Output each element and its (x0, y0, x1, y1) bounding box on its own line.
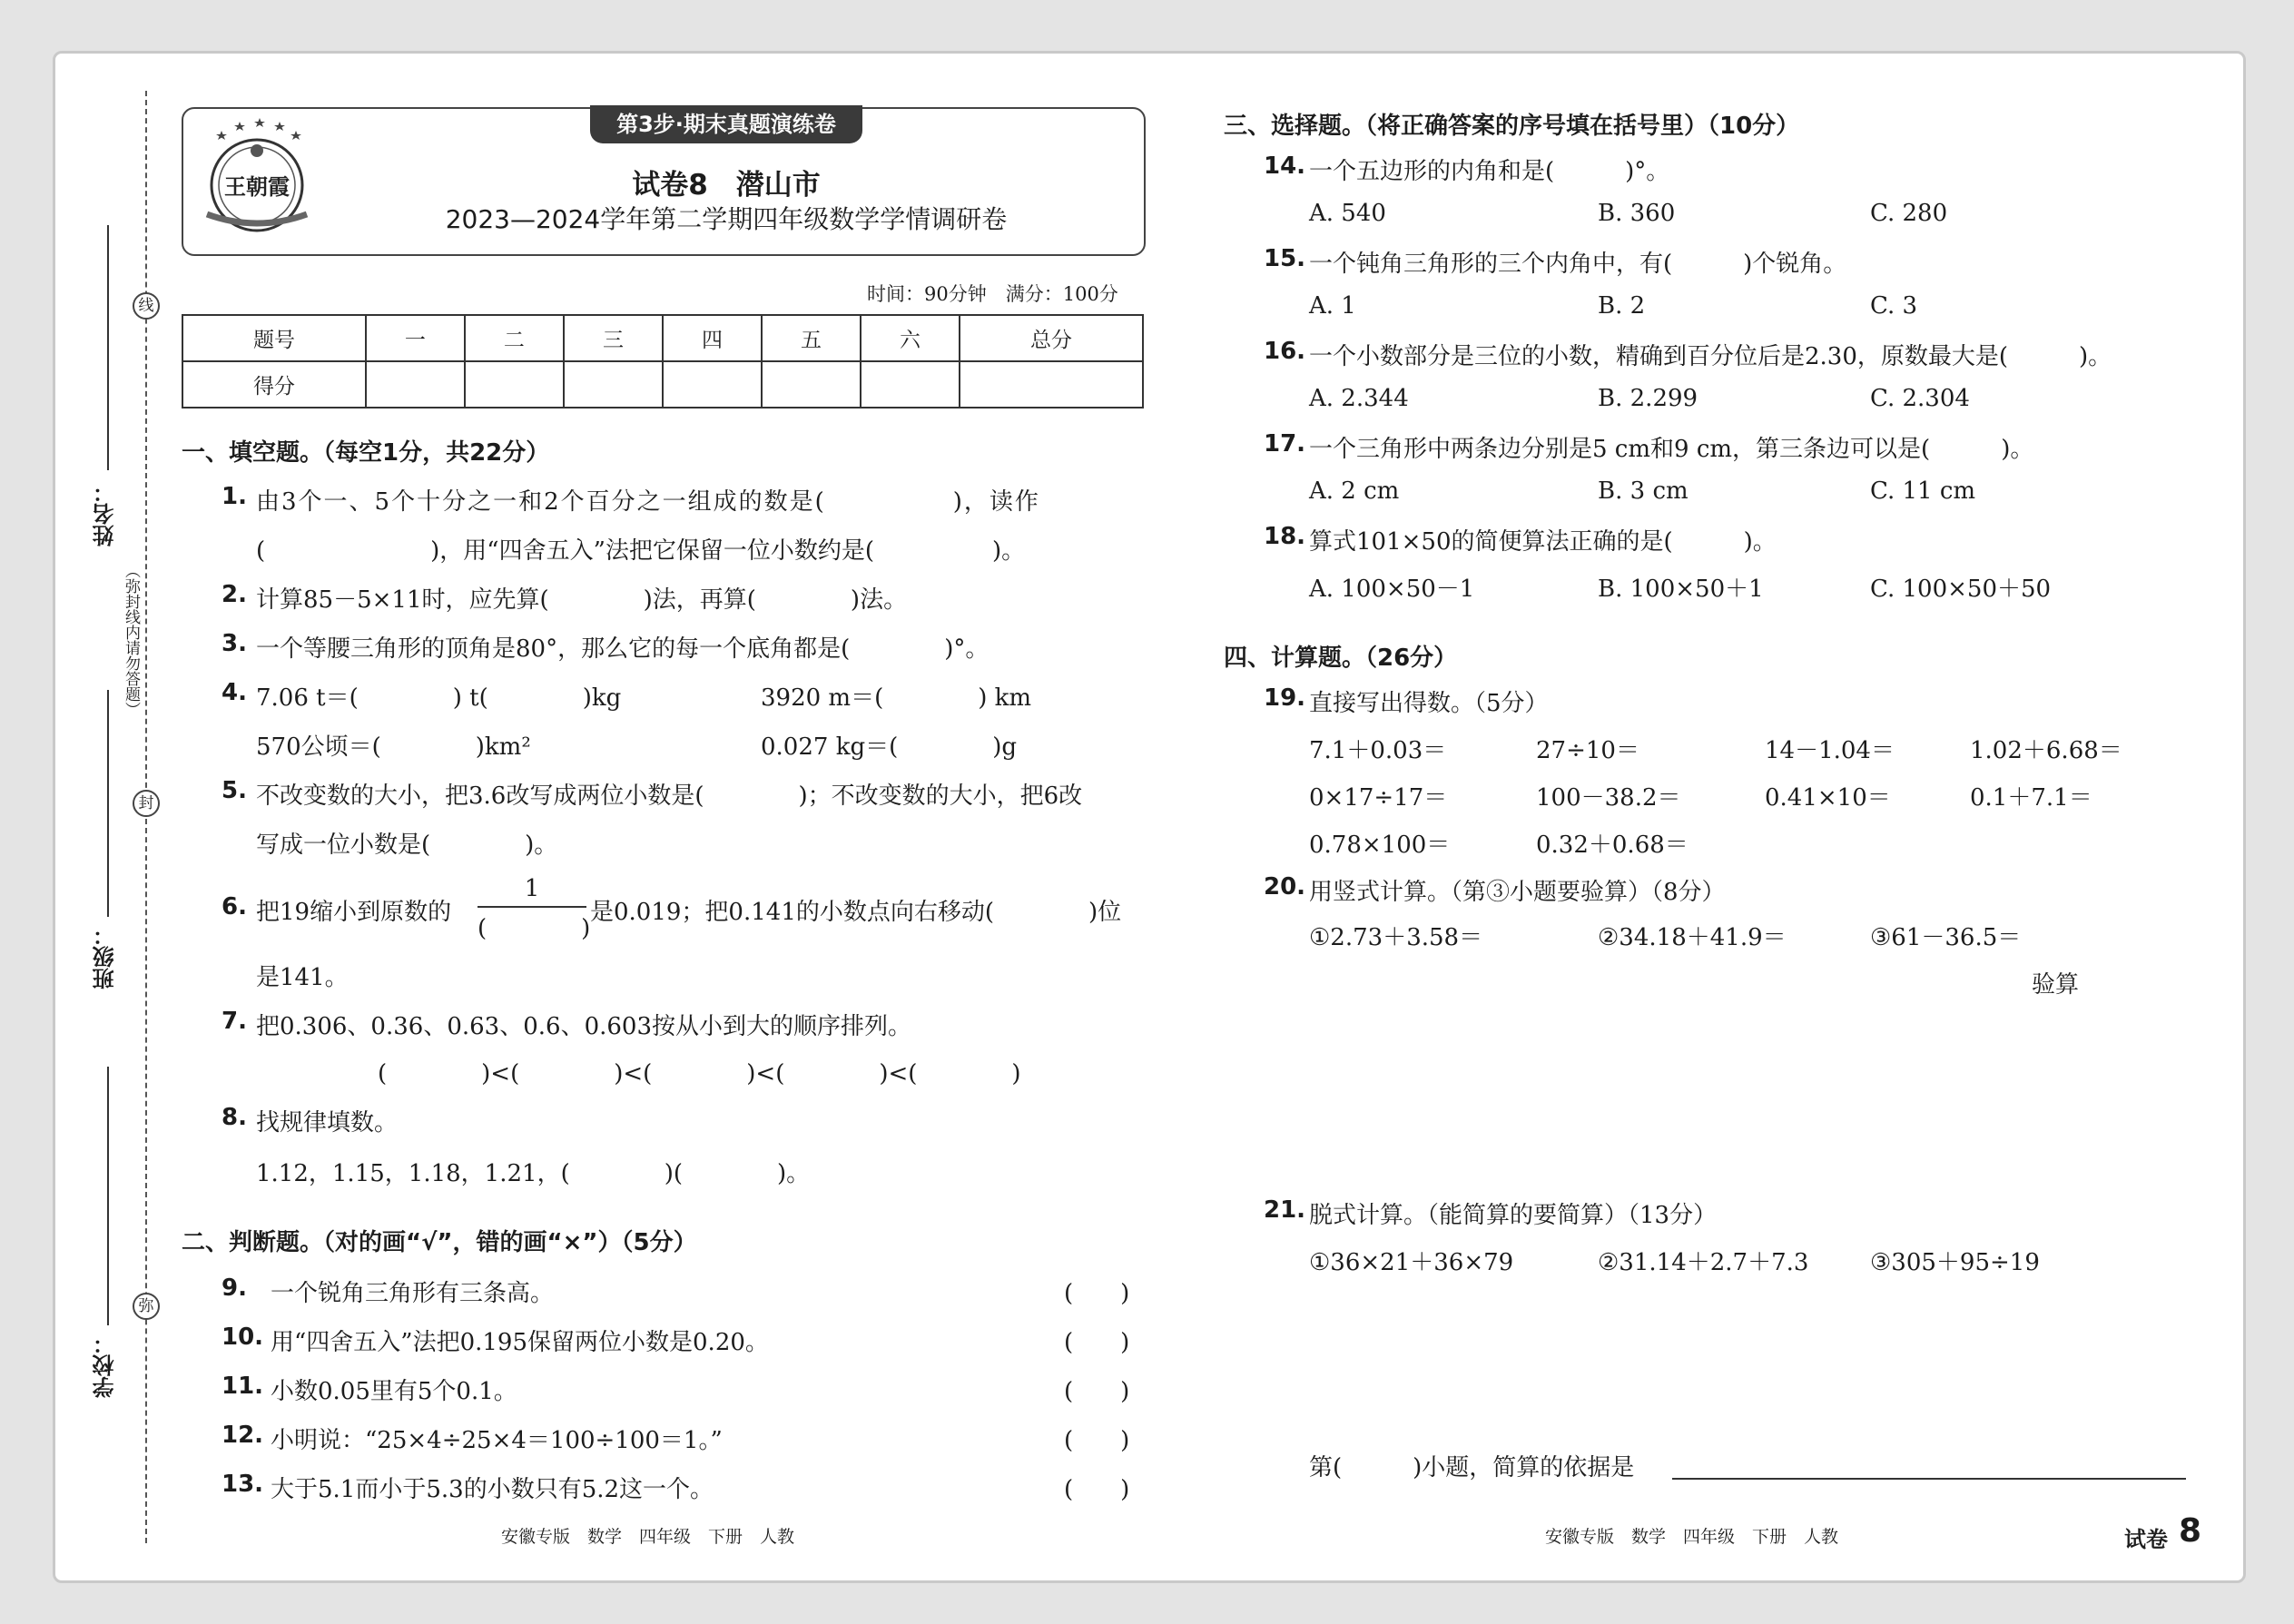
score-header-cell: 一 (366, 315, 465, 361)
q15-text: 一个钝角三角形的三个内角中，有( )个锐角。 (1309, 251, 1847, 278)
q9-answer-box[interactable]: ( ) (1064, 1280, 1130, 1307)
score-header-cell: 总分 (960, 315, 1143, 361)
q6-fraction-bar (478, 906, 586, 908)
footer-right: 安徽专版 数学 四年级 下册 人教 (1545, 1527, 1839, 1547)
q14-number: 14. (1264, 153, 1306, 180)
q9-number: 9. (222, 1275, 247, 1302)
q11-answer-box[interactable]: ( ) (1064, 1378, 1130, 1405)
section3-title: 三、选择题。（将正确答案的序号填在括号里）（10分） (1224, 113, 1800, 140)
footer-left: 安徽专版 数学 四年级 下册 人教 (501, 1527, 795, 1547)
q3-number: 3. (222, 630, 247, 657)
q4-number: 4. (222, 679, 247, 706)
q19-item: 100－38.2＝ (1536, 784, 1681, 812)
q16-option-c[interactable]: C. 2.304 (1870, 385, 1970, 412)
q6-pre: 把19缩小到原数的 (256, 899, 452, 926)
binding-seal-mark: 封 (133, 790, 160, 817)
binding-line-mark: 线 (133, 292, 160, 320)
q4-part-a: 7.06 t＝( ) t( )kg (256, 684, 622, 712)
q10-answer-box[interactable]: ( ) (1064, 1329, 1130, 1356)
q10-text: 用“四舍五入”法把0.195保留两位小数是0.20。 (271, 1329, 769, 1356)
score-row-label: 得分 (182, 361, 366, 408)
exam-subtitle: 2023—2024学年第二学期四年级数学学情调研卷 (445, 204, 1008, 234)
score-header-cell: 三 (564, 315, 663, 361)
exam-meta: 时间：90分钟 满分：100分 (867, 283, 1118, 305)
q15-option-b[interactable]: B. 2 (1598, 292, 1646, 320)
q17-option-b[interactable]: B. 3 cm (1598, 477, 1689, 505)
q16-number: 16. (1264, 338, 1306, 365)
q14-option-b[interactable]: B. 360 (1598, 200, 1676, 227)
score-cell[interactable] (861, 361, 960, 408)
q6-fraction-numerator: 1 (524, 875, 540, 902)
q6-post: 是0.019；把0.141的小数点向右移动( )位 (590, 899, 1122, 926)
q5-line2: 写成一位小数是( )。 (256, 832, 558, 859)
q6-fraction-denominator: ( ) (478, 915, 591, 942)
q19-text: 直接写出得数。（5分） (1309, 690, 1549, 717)
binding-note: （弥封线内请勿答题） (122, 563, 140, 717)
score-cell[interactable] (366, 361, 465, 408)
q9-text: 一个锐角三角形有三条高。 (271, 1280, 555, 1307)
q19-item: 14－1.04＝ (1765, 737, 1895, 764)
score-header-cell: 四 (663, 315, 762, 361)
class-field[interactable] (107, 690, 109, 917)
q21-number: 21. (1264, 1196, 1306, 1224)
q7-text: 把0.306、0.36、0.63、0.6、0.603按从小到大的顺序排列。 (256, 1013, 911, 1040)
q19-item: 7.1＋0.03＝ (1309, 737, 1447, 764)
score-cell[interactable] (762, 361, 861, 408)
name-label: 姓名： (93, 481, 118, 546)
q4-part-d: 0.027 kg＝( )g (761, 733, 1018, 761)
q7-number: 7. (222, 1008, 247, 1035)
q10-number: 10. (222, 1324, 264, 1351)
q17-option-c[interactable]: C. 11 cm (1870, 477, 1976, 505)
score-cell[interactable] (465, 361, 564, 408)
q2-number: 2. (222, 581, 247, 608)
q16-text: 一个小数部分是三位的小数，精确到百分位后是2.30，原数最大是( )。 (1309, 343, 2112, 370)
q6-number: 6. (222, 893, 247, 920)
q21-item: ①36×21＋36×79 (1309, 1249, 1514, 1276)
q19-item: 27÷10＝ (1536, 737, 1639, 764)
q20-item: ②34.18＋41.9＝ (1598, 924, 1787, 951)
q20-item: ③61－36.5＝ (1870, 924, 2022, 951)
score-header-cell: 题号 (182, 315, 366, 361)
q12-answer-box[interactable]: ( ) (1064, 1427, 1130, 1454)
q17-option-a[interactable]: A. 2 cm (1309, 477, 1400, 505)
q13-number: 13. (222, 1471, 264, 1498)
q15-option-c[interactable]: C. 3 (1870, 292, 1918, 320)
q19-item: 0×17÷17＝ (1309, 784, 1448, 812)
q12-number: 12. (222, 1422, 264, 1449)
q16-option-b[interactable]: B. 2.299 (1598, 385, 1698, 412)
q21-text: 脱式计算。（能简算的要简算）（13分） (1309, 1202, 1718, 1229)
q14-text: 一个五边形的内角和是( )°。 (1309, 158, 1670, 185)
q11-number: 11. (222, 1373, 264, 1400)
q3-text: 一个等腰三角形的顶角是80°，那么它的每一个底角都是( )°。 (256, 635, 989, 663)
section2-title: 二、判断题。（对的画“√”，错的画“×”）（5分） (182, 1229, 697, 1256)
q16-option-a[interactable]: A. 2.344 (1309, 385, 1409, 412)
q11-text: 小数0.05里有5个0.1。 (271, 1378, 517, 1405)
q18-number: 18. (1264, 523, 1306, 550)
q20-text: 用竖式计算。（第③小题要验算）（8分） (1309, 879, 1726, 906)
class-label: 班级： (93, 924, 118, 989)
q8-number: 8. (222, 1104, 247, 1131)
q20-item: ①2.73＋3.58＝ (1309, 924, 1483, 951)
school-label: 学校： (93, 1333, 118, 1398)
q8-text: 找规律填数。 (256, 1109, 399, 1137)
score-table (182, 314, 1144, 408)
q4-part-b: 3920 m＝( ) km (761, 684, 1032, 712)
q21-item: ②31.14＋2.7＋7.3 (1598, 1249, 1809, 1276)
q14-option-a[interactable]: A. 540 (1309, 200, 1386, 227)
q13-text: 大于5.1而小于5.3的小数只有5.2这一个。 (271, 1476, 714, 1503)
brand-logo (200, 114, 313, 241)
q19-item: 0.1＋7.1＝ (1970, 784, 2092, 812)
q19-item: 0.78×100＝ (1309, 832, 1451, 859)
q5-number: 5. (222, 777, 247, 804)
score-cell[interactable] (564, 361, 663, 408)
q19-number: 19. (1264, 684, 1306, 712)
binding-secret-mark: 弥 (133, 1293, 160, 1320)
q19-item: 0.32＋0.68＝ (1536, 832, 1689, 859)
q15-number: 15. (1264, 245, 1306, 272)
q2-text: 计算85－5×11时，应先算( )法，再算( )法。 (256, 586, 908, 614)
q4-part-c: 570公顷＝( )km² (256, 733, 531, 761)
q21-basis-answer-line[interactable] (1672, 1478, 2186, 1480)
q18-option-a[interactable]: A. 100×50－1 (1309, 576, 1475, 603)
name-field[interactable] (107, 225, 109, 470)
q17-number: 17. (1264, 430, 1306, 458)
q5-line1: 不改变数的大小，把3.6改写成两位小数是( )；不改变数的大小，把6改 (256, 782, 1083, 810)
q15-option-a[interactable]: A. 1 (1309, 292, 1356, 320)
paper-number: 8 (2179, 1512, 2202, 1550)
q21-item: ③305＋95÷19 (1870, 1249, 2040, 1276)
q13-answer-box[interactable]: ( ) (1064, 1476, 1130, 1503)
q7-blanks: ( )<( )<( )<( )<( ) (378, 1060, 1021, 1088)
section4-title: 四、计算题。（26分） (1224, 645, 1458, 672)
q1-number: 1. (222, 483, 247, 510)
q18-option-c[interactable]: C. 100×50＋50 (1870, 576, 2052, 603)
q18-option-b[interactable]: B. 100×50＋1 (1598, 576, 1764, 603)
q8-sequence: 1.12，1.15，1.18，1.21，( )( )。 (256, 1160, 811, 1187)
exam-title: 试卷8 潜山市 (632, 169, 821, 202)
q19-item: 0.41×10＝ (1765, 784, 1891, 812)
q6-line2: 是141。 (256, 964, 349, 991)
q19-item: 1.02＋6.68＝ (1970, 737, 2122, 764)
q14-option-c[interactable]: C. 280 (1870, 200, 1948, 227)
q1-line1: 由3个一、5个十分之一和2个百分之一组成的数是( )，读作 (256, 488, 1040, 516)
q21-basis-prompt: 第( )小题，简算的依据是 (1309, 1454, 1635, 1481)
q17-text: 一个三角形中两条边分别是5 cm和9 cm，第三条边可以是( )。 (1309, 436, 2034, 463)
q12-text: 小明说：“25×4÷25×4＝100÷100＝1。” (271, 1427, 723, 1454)
q20-number: 20. (1264, 873, 1306, 901)
score-header-cell: 五 (762, 315, 861, 361)
logo-text: 王朝霞 (224, 174, 290, 200)
q20-check-label: 验算 (2032, 971, 2080, 999)
paper-label: 试卷 (2124, 1527, 2168, 1552)
score-header-cell: 二 (465, 315, 564, 361)
q18-text: 算式101×50的简便算法正确的是( )。 (1309, 528, 1777, 556)
school-field[interactable] (107, 1067, 109, 1325)
step-badge: 第3步·期末真题演练卷 (590, 105, 862, 143)
score-header-cell: 六 (861, 315, 960, 361)
q1-line2: ( )，用“四舍五入”法把它保留一位小数约是( )。 (256, 537, 1026, 565)
section1-title: 一、填空题。（每空1分，共22分） (182, 439, 550, 467)
score-cell[interactable] (960, 361, 1143, 408)
score-cell[interactable] (663, 361, 762, 408)
